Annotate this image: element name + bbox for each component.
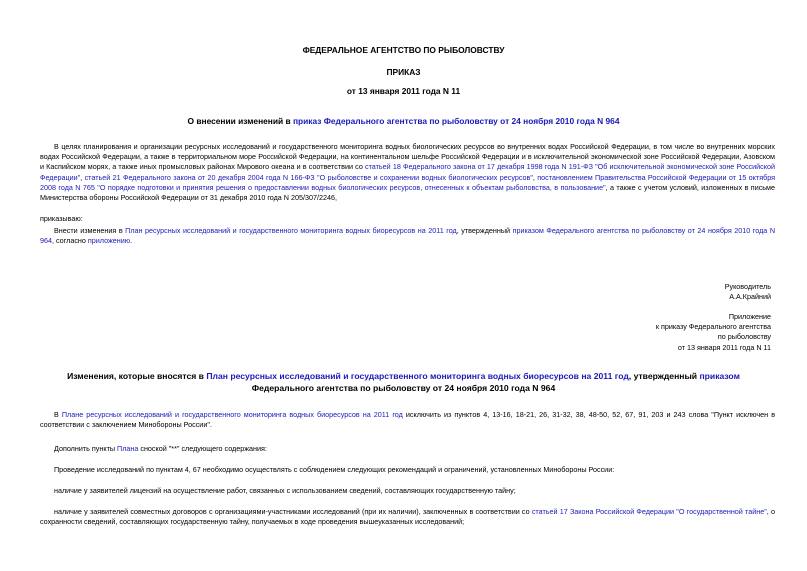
doc-subject bbox=[0, 116, 807, 127]
appendix-title-line-2: Федерального агентства по рыболовству от 24 ноября 2010 года N 964 bbox=[251, 383, 556, 393]
signature-role: Руководитель bbox=[724, 282, 771, 291]
change-2-link-plan[interactable]: Плана bbox=[117, 444, 139, 453]
appendix-title-text-1: Изменения, которые вносятся в bbox=[67, 371, 207, 381]
appendix-title bbox=[0, 370, 807, 394]
change-5-text-1: наличие у заявителей совместных договоров с организациями-участниками исследований (при их наличии), заключенных в соответствии со bbox=[54, 507, 532, 516]
change-2-text-1: Дополнить пункты bbox=[54, 444, 118, 453]
order-text-1: Внести изменения в bbox=[54, 226, 126, 235]
preamble-text-2: , bbox=[80, 172, 85, 182]
preamble-link-law-191[interactable]: статьей 18 Федерального закона от 17 декабря 1998 года N 191-ФЗ "Об исключительной экономической зоне Российской Федерации" bbox=[40, 162, 775, 182]
agency-title: ФЕДЕРАЛЬНОЕ АГЕНТСТВО ПО РЫБОЛОВСТВУ bbox=[302, 45, 505, 55]
order-text-2: , утвержденный bbox=[456, 226, 513, 235]
order-text-4: . bbox=[130, 236, 133, 246]
doc-type: ПРИКАЗ bbox=[386, 67, 421, 77]
change-1-text-1: В bbox=[54, 410, 62, 419]
change-paragraph-4: наличие у заявителей лицензий на осуществление работ, связанных с использованием сведений, составляющих государственную тайну; bbox=[54, 486, 516, 495]
order-paragraph bbox=[40, 226, 775, 246]
change-paragraph-5 bbox=[40, 507, 775, 527]
appendix-title-link-plan[interactable]: План ресурсных исследований и государственного мониторинга водных биоресурсов на 2011 год bbox=[206, 371, 629, 381]
appendix-title-line-1 bbox=[0, 370, 807, 382]
preamble-text-4: , а также с учетом условий, изложенных в письме Министерства обороны Российской Федерации от 31 декабря 2010 года N 205/307/2246, bbox=[40, 182, 775, 203]
preamble-text-1: В целях планирования и организации ресурсных исследований и государственного мониторинга водных биологических ресурсов во внутренних водах Российской Федерации, в том числе во внутренних морских водах Российской Федерации, а также в территориальном море Российской Федерации, на континентальном шельфе Российской Федерации и в исключительной экономической зоне Российской Федерации, Азовском и Каспийском морях, а также иных промысловых районах Мирового океана и в соответствии со bbox=[40, 142, 775, 172]
preamble-link-resolution-765[interactable]: постановлением Правительства Российской Федерации от 15 октября 2008 года N 765 "О порядке подготовки и принятия решения о предоставлении водных биологических ресурсов, отнесенных к объектам рыболовства, в пользование" bbox=[40, 172, 776, 192]
order-link-order-964[interactable]: приказом Федерального агентства по рыболовству от 24 ноября 2010 года N 964 bbox=[40, 226, 776, 246]
order-text-3: , согласно bbox=[52, 236, 88, 246]
appendix-ref-line-4: от 13 января 2011 года N 11 bbox=[677, 342, 771, 352]
subject-link[interactable]: приказ Федерального агентства по рыболовству от 24 ноября 2010 года N 964 bbox=[292, 116, 620, 126]
preamble-text-3: , bbox=[532, 172, 538, 182]
subject-prefix: О внесении изменений в bbox=[187, 116, 293, 126]
order-link-appendix[interactable]: приложению bbox=[87, 236, 131, 246]
appendix-ref-line-1: Приложение bbox=[728, 312, 771, 321]
change-2-text-2: сноской "**" следующего содержания: bbox=[138, 444, 267, 453]
change-5-link-law-secret[interactable]: статьей 17 Закона Российской Федерации "О государственной тайне" bbox=[531, 507, 767, 516]
preamble-link-law-166[interactable]: статьей 21 Федерального закона от 20 декабря 2004 года N 166-ФЗ "О рыболовстве и сохранении водных биологических ресурсов" bbox=[84, 172, 533, 182]
signature-block bbox=[725, 282, 771, 302]
change-paragraph-1 bbox=[40, 410, 775, 430]
order-word: приказываю: bbox=[40, 214, 83, 223]
doc-date: от 13 января 2011 года N 11 bbox=[346, 86, 461, 96]
appendix-ref-line-3: по рыболовству bbox=[717, 332, 771, 342]
change-paragraph-2 bbox=[40, 444, 775, 454]
change-paragraph-3: Проведение исследований по пунктам 4, 67 необходимо осуществлять с соблюдением следующих рекомендаций и ограничений, установленных Минобороны России: bbox=[54, 465, 615, 474]
appendix-reference bbox=[656, 312, 771, 353]
order-link-plan[interactable]: План ресурсных исследований и государственного мониторинга водных биоресурсов на 2011 год bbox=[125, 226, 457, 235]
change-1-text-2: исключить из пунктов 4, 13-16, 18-21, 26, 31-32, 38, 48-50, 52, 67, 91, 203 и 243 слова "Пункт исключен в соответствии с заключением Минобороны России". bbox=[40, 410, 776, 430]
signature-name: А.А.Крайний bbox=[729, 292, 771, 302]
appendix-title-link-order[interactable]: приказом bbox=[699, 371, 740, 381]
preamble-paragraph bbox=[40, 142, 775, 203]
change-1-link-plan[interactable]: Плане ресурсных исследований и государственного мониторинга водных биоресурсов на 2011 год bbox=[61, 410, 403, 419]
appendix-title-text-2: , утвержденный bbox=[628, 371, 700, 381]
appendix-ref-line-2: к приказу Федерального агентства bbox=[655, 322, 771, 332]
change-5-text-2: , о сохранности сведений, составляющих государственную тайну, получаемых в ходе проведения вышеуказанных исследований; bbox=[40, 507, 775, 527]
